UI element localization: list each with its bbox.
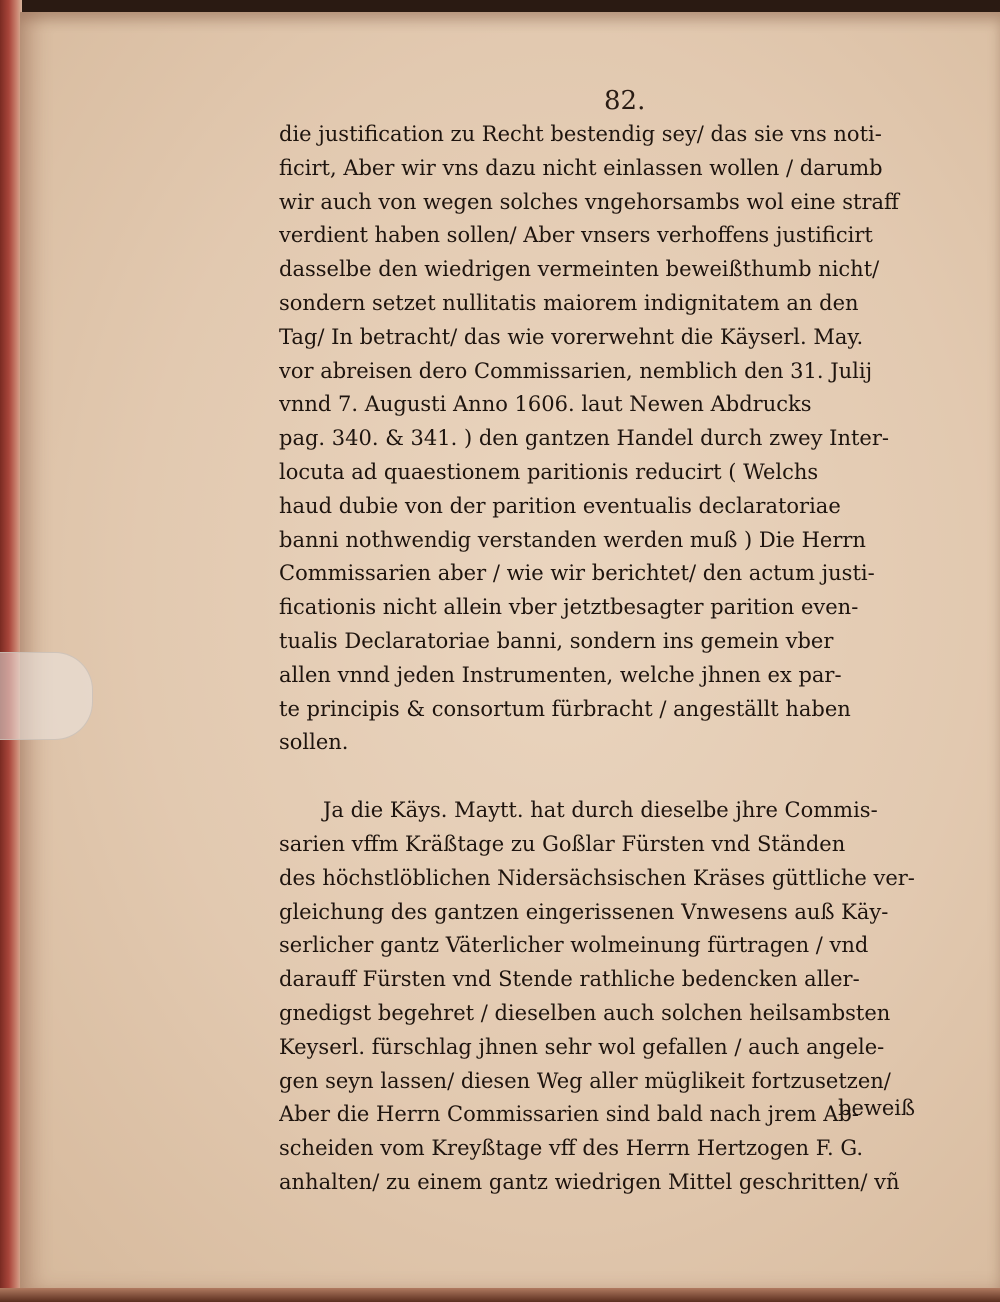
text-line: scheiden vom Kreyßtage vff des Herrn Hertzogen F. G. [279, 1136, 864, 1161]
text-line: die justification zu Recht bestendig sey/ das sie vns noti- [279, 122, 882, 146]
text-line: gnedigst begehret / dieselben auch solchen heilsambsten [279, 1000, 891, 1025]
text-line: banni nothwendig verstanden werden muß ) Die Herrn [279, 527, 866, 552]
text-line: verdient haben sollen/ Aber vnsers verhoffens justificirt [279, 223, 873, 248]
text-line: tualis Declaratoriae banni, sondern ins gemein vber [279, 628, 834, 653]
text-line: allen vnnd jeden Instrumenten, welche jhnen ex par- [279, 662, 842, 687]
text-line: Commissarien aber / wie wir berichtet/ den actum justi- [279, 561, 875, 586]
page-number: 82. [604, 86, 646, 116]
text-line: sollen. [279, 730, 349, 755]
text-line: sarien vffm Kräßtage zu Goßlar Fürsten vnd Ständen [279, 831, 846, 856]
text-line: vor abreisen dero Commissarien, nemblich den 31. Julij [279, 358, 873, 383]
text-line: locuta ad quaestionem paritionis reducirt ( Welchs [279, 459, 819, 484]
text-line: dasselbe den wiedrigen vermeinten beweißthumb nicht/ [279, 257, 880, 282]
text-line: wir auch von wegen solches vngehorsambs wol eine straff [279, 189, 899, 214]
text-line: Keyserl. fürschlag jhnen sehr wol gefallen / auch angele- [279, 1034, 885, 1059]
text-line: anhalten/ zu einem gantz wiedrigen Mittel geschritten/ vñ [279, 1169, 900, 1194]
catchword: beweiß [838, 1096, 916, 1120]
text-line: gleichung des gantzen eingerissenen Vnwesens auß Käy- [279, 899, 889, 924]
text-line: Tag/ In betracht/ das wie vorerwehnt die Käyserl. May. [279, 324, 864, 349]
text-line: des höchstlöblichen Nidersächsischen Kräses güttliche ver- [279, 865, 915, 890]
text-line: gen seyn lassen/ diesen Weg aller müglikeit fortzusetzen/ [279, 1068, 891, 1093]
text-line: serlicher gantz Väterlicher wolmeinung fürtragen / vnd [279, 933, 869, 958]
text-line: Ja die Käys. Maytt. hat durch dieselbe jhre Commis- [323, 798, 878, 823]
text-line: pag. 340. & 341. ) den gantzen Handel durch zwey Inter- [279, 426, 889, 451]
page-stack-edge [0, 0, 22, 1302]
body-text [279, 118, 919, 1200]
text-line: ficationis nicht allein vber jetztbesagter parition even- [279, 595, 859, 620]
text-line: ficirt, Aber wir vns dazu nicht einlassen wollen / darumb [279, 155, 883, 180]
text-line: sondern setzet nullitatis maiorem indignitatem an den [279, 290, 859, 315]
paragraph-gap [279, 760, 919, 794]
text-line: te principis & consortum fürbracht / angeställt haben [279, 696, 851, 721]
text-line: darauff Fürsten vnd Stende rathliche bedencken aller- [279, 967, 860, 992]
text-line: haud dubie von der parition eventualis declaratoriae [279, 493, 841, 518]
text-line: Aber die Herrn Commissarien sind bald nach jrem Ab- [279, 1102, 859, 1127]
page-bottom-edge [0, 1288, 1000, 1302]
page-clip [0, 652, 93, 740]
text-line: vnnd 7. Augusti Anno 1606. laut Newen Abdrucks [279, 392, 812, 417]
